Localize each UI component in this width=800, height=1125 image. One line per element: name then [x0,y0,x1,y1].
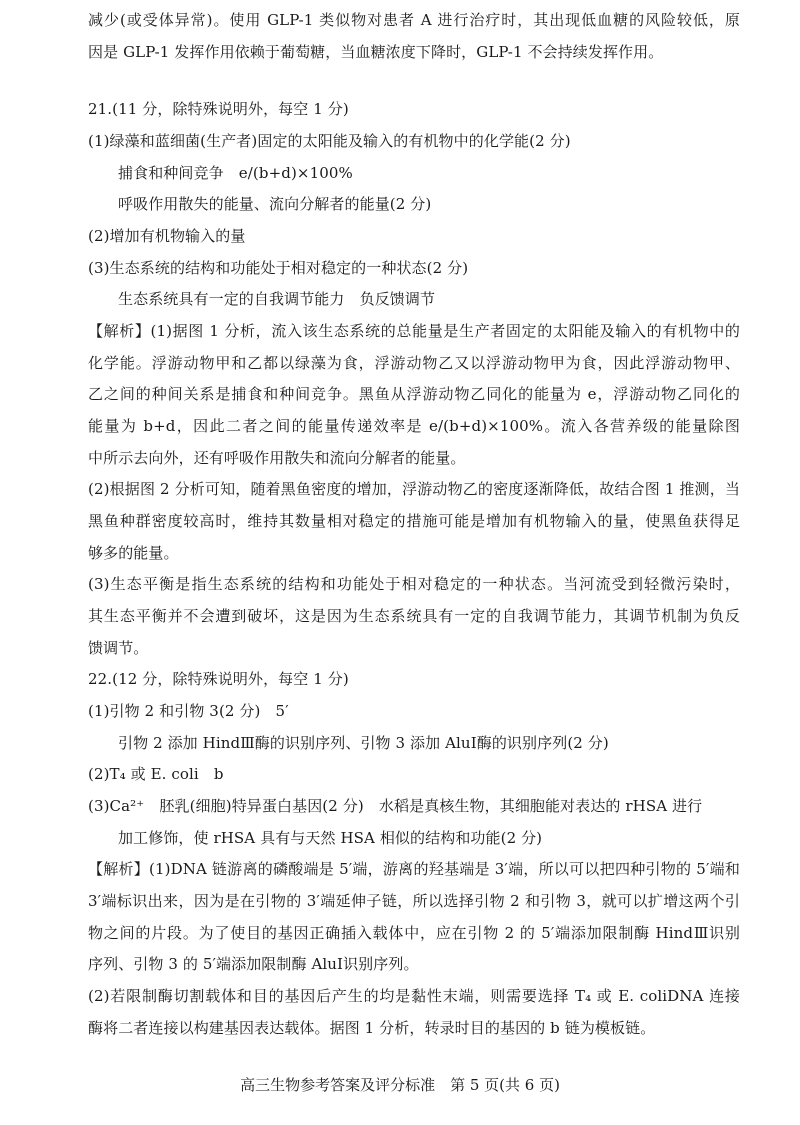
q22-answer-3: (3)Ca²⁺ 胚乳(细胞)特异蛋白基因(2 分) 水稻是真核生物，其细胞能对表达的 rHSA 进行 [88,797,703,815]
text-line: 黑鱼种群密度较高时，维持其数量相对稳定的措施可能是增加有机物输入的量，使黑鱼获得足 [88,512,740,530]
text-line: (3)生态平衡是指生态系统的结构和功能处于相对稳定的一种状态。当河流受到轻微污染时， [88,575,740,593]
q22-answer-1: (1)引物 2 和引物 3(2 分) 5′ [88,702,289,720]
q22-answer-2: (2)T₄ 或 E. coli b [88,765,224,783]
q22-analysis: 【解析】(1)DNA 链游离的磷酸端是 5′端，游离的羟基端是 3′端，所以可以把四种引物的 5′端和 [88,860,740,878]
text-line: 化学能。浮游动物甲和乙都以绿藻为食，浮游动物乙又以浮游动物甲为食，因此浮游动物甲、 [88,354,740,372]
q21-answer-1b: 捕食和种间竞争 e/(b+d)×100% [118,164,353,182]
page-footer: 高三生物参考答案及评分标准 第 5 页(共 6 页) [240,1076,560,1094]
text-line: 物之间的片段。为了使目的基因正确插入载体中，应在引物 2 的 5′端添加限制酶 HindⅢ识别 [88,924,740,942]
text-line: (2)若限制酶切割载体和目的基因后产生的均是黏性末端，则需要选择 T₄ 或 E. coliDNA 连接 [88,987,740,1005]
text-line: 能量为 b+d，因此二者之间的能量传递效率是 e/(b+d)×100%。流入各营养级的能量除图 [88,417,740,435]
q21-answer-2: (2)增加有机物输入的量 [88,227,246,245]
text-line: 乙之间的种间关系是捕食和种间竞争。黑鱼从浮游动物乙同化的能量为 e，浮游动物乙同化的 [88,385,740,403]
q22-answer-3b: 加工修饰，使 rHSA 具有与天然 HSA 相似的结构和功能(2 分) [118,829,543,847]
text-line: 其生态平衡并不会遭到破坏，这是因为生态系统具有一定的自我调节能力，其调节机制为负反 [88,607,740,625]
text-line: 3′端标识出来，因为是在引物的 3′端延伸子链，所以选择引物 2 和引物 3，就可以扩增这两个引 [88,892,740,910]
q21-answer-1: (1)绿藻和蓝细菌(生产者)固定的太阳能及输入的有机物中的化学能(2 分) [88,132,571,150]
q22-answer-1b: 引物 2 添加 HindⅢ酶的识别序列、引物 3 添加 AluⅠ酶的识别序列(2 分) [118,734,609,752]
text-line: (2)根据图 2 分析可知，随着黑鱼密度的增加，浮游动物乙的密度逐渐降低，故结合图 1 推测，当 [88,480,740,498]
q22-header: 22.(12 分，除特殊说明外，每空 1 分) [88,670,349,688]
text-line: 序列、引物 3 的 5′端添加限制酶 AluⅠ识别序列。 [88,955,419,973]
q21-answer-3b: 生态系统具有一定的自我调节能力 负反馈调节 [118,290,436,308]
q21-header: 21.(11 分，除特殊说明外，每空 1 分) [88,100,349,118]
text-line: 馈调节。 [88,639,149,657]
q21-analysis: 【解析】(1)据图 1 分析，流入该生态系统的总能量是生产者固定的太阳能及输入的有机物中的 [88,322,740,340]
q21-answer-1c: 呼吸作用散失的能量、流向分解者的能量(2 分) [118,195,432,213]
text-line: 减少(或受体异常)。使用 GLP-1 类似物对患者 A 进行治疗时，其出现低血糖的风险较低，原 [88,11,740,29]
text-line: 够多的能量。 [88,544,179,562]
text-line: 因是 GLP-1 发挥作用依赖于葡萄糖，当血糖浓度下降时，GLP-1 不会持续发挥作用。 [88,43,664,61]
text-line: 中所示去向外，还有呼吸作用散失和流向分解者的能量。 [88,449,466,467]
q21-answer-3: (3)生态系统的结构和功能处于相对稳定的一种状态(2 分) [88,259,469,277]
text-line: 酶将二者连接以构建基因表达载体。据图 1 分析，转录时目的基因的 b 链为模板链。 [88,1019,656,1037]
